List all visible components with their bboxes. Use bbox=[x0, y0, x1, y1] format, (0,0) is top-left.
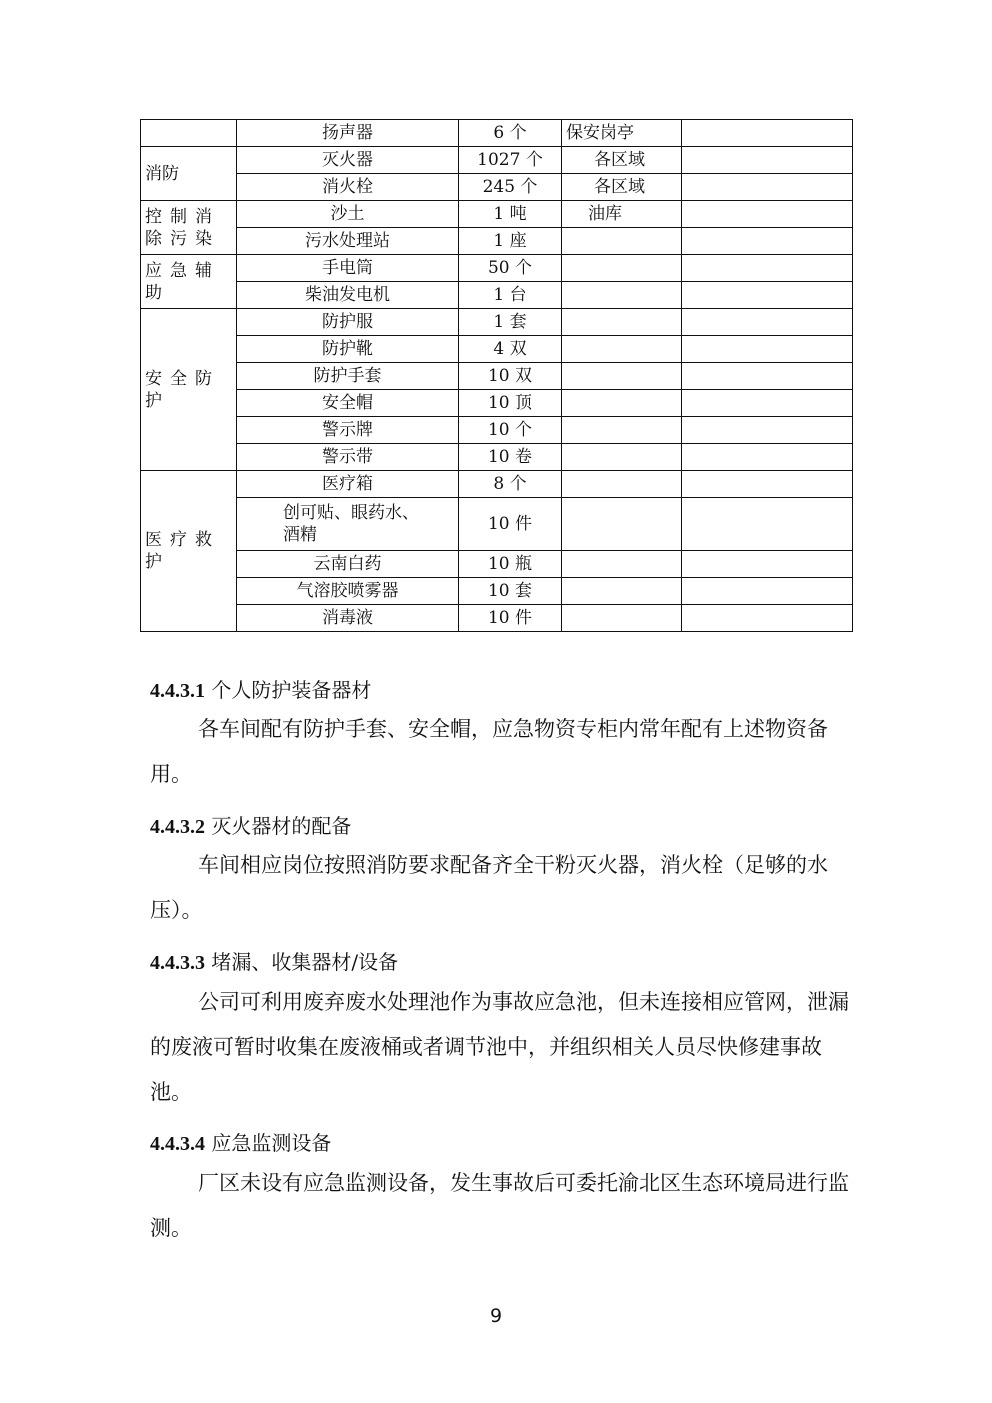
section-title: 堵漏、收集器材/设备 bbox=[211, 950, 399, 974]
item-location bbox=[562, 255, 682, 282]
paragraph-text: 厂区未设有应急监测设备，发生事故后可委托渝北区生态环境局进行监测。 bbox=[150, 1171, 849, 1240]
item-name: 警示牌 bbox=[237, 417, 459, 444]
item-location: 各区域 bbox=[562, 174, 682, 201]
item-quantity: 10 瓶 bbox=[459, 551, 562, 578]
category-cell: 安全防护 bbox=[141, 309, 237, 471]
table-row bbox=[141, 228, 853, 255]
item-note bbox=[682, 471, 853, 498]
table-row bbox=[141, 201, 853, 228]
table-row bbox=[141, 578, 853, 605]
category-cell: 应急辅助 bbox=[141, 255, 237, 309]
table-row bbox=[141, 417, 853, 444]
item-name: 扬声器 bbox=[237, 120, 459, 147]
item-name: 安全帽 bbox=[237, 390, 459, 417]
item-quantity: 1 吨 bbox=[459, 201, 562, 228]
item-quantity: 4 双 bbox=[459, 336, 562, 363]
item-quantity: 50 个 bbox=[459, 255, 562, 282]
item-quantity: 10 件 bbox=[459, 605, 562, 632]
item-note bbox=[682, 390, 853, 417]
item-quantity: 1 台 bbox=[459, 282, 562, 309]
table-row bbox=[141, 255, 853, 282]
item-name: 手电筒 bbox=[237, 255, 459, 282]
category-cell bbox=[141, 120, 237, 147]
item-location bbox=[562, 551, 682, 578]
item-quantity: 10 套 bbox=[459, 578, 562, 605]
item-note bbox=[682, 309, 853, 336]
table-row bbox=[141, 605, 853, 632]
item-name: 防护服 bbox=[237, 309, 459, 336]
category-cell: 控制消除污染 bbox=[141, 201, 237, 255]
table-row bbox=[141, 551, 853, 578]
table-row bbox=[141, 282, 853, 309]
item-location bbox=[562, 578, 682, 605]
item-location bbox=[562, 471, 682, 498]
item-name: 云南白药 bbox=[237, 551, 459, 578]
item-location bbox=[562, 309, 682, 336]
item-note bbox=[682, 174, 853, 201]
item-location bbox=[562, 444, 682, 471]
emergency-supplies-table bbox=[140, 119, 853, 632]
item-location bbox=[562, 390, 682, 417]
item-name: 医疗箱 bbox=[237, 471, 459, 498]
item-location: 保安岗亭 bbox=[562, 120, 682, 147]
section-heading-4-4-3-4 bbox=[150, 1127, 331, 1156]
item-name: 消火栓 bbox=[237, 174, 459, 201]
item-name: 消毒液 bbox=[237, 605, 459, 632]
item-location bbox=[562, 228, 682, 255]
item-note bbox=[682, 336, 853, 363]
item-name: 警示带 bbox=[237, 444, 459, 471]
section-body bbox=[150, 1161, 850, 1251]
item-location: 各区域 bbox=[562, 147, 682, 174]
section-body bbox=[150, 980, 850, 1115]
section-number: 4.4.3.2 bbox=[150, 816, 205, 838]
item-location bbox=[562, 605, 682, 632]
item-quantity: 8 个 bbox=[459, 471, 562, 498]
item-note bbox=[682, 282, 853, 309]
section-body bbox=[150, 707, 850, 797]
item-note bbox=[682, 255, 853, 282]
section-heading-4-4-3-3 bbox=[150, 946, 398, 975]
item-note bbox=[682, 498, 853, 551]
table-row bbox=[141, 471, 853, 498]
item-quantity: 10 卷 bbox=[459, 444, 562, 471]
section-heading-4-4-3-2 bbox=[150, 810, 351, 839]
table-row bbox=[141, 174, 853, 201]
section-number: 4.4.3.4 bbox=[150, 1133, 205, 1155]
table-row bbox=[141, 147, 853, 174]
category-cell: 消防 bbox=[141, 147, 237, 201]
item-location bbox=[562, 282, 682, 309]
item-name: 防护手套 bbox=[237, 363, 459, 390]
item-name: 灭火器 bbox=[237, 147, 459, 174]
section-title: 个人防护装备器材 bbox=[211, 678, 372, 702]
item-quantity: 1027 个 bbox=[459, 147, 562, 174]
paragraph-text: 各车间配有防护手套、安全帽，应急物资专柜内常年配有上述物资备用。 bbox=[150, 717, 828, 786]
item-note bbox=[682, 363, 853, 390]
item-location bbox=[562, 417, 682, 444]
item-note bbox=[682, 417, 853, 444]
item-note bbox=[682, 201, 853, 228]
item-location: 油库 bbox=[562, 201, 682, 228]
item-location bbox=[562, 336, 682, 363]
item-name: 创可贴、眼药水、酒精 bbox=[237, 498, 459, 551]
item-quantity: 1 座 bbox=[459, 228, 562, 255]
item-note bbox=[682, 578, 853, 605]
item-note bbox=[682, 605, 853, 632]
item-quantity: 1 套 bbox=[459, 309, 562, 336]
item-name: 柴油发电机 bbox=[237, 282, 459, 309]
paragraph-text: 公司可利用废弃废水处理池作为事故应急池，但未连接相应管网，泄漏的废液可暂时收集在废液桶或者调节池中，并组织相关人员尽快修建事故池。 bbox=[150, 990, 849, 1104]
page-number: 9 bbox=[489, 1305, 503, 1327]
item-note bbox=[682, 551, 853, 578]
table-row bbox=[141, 444, 853, 471]
paragraph-text: 车间相应岗位按照消防要求配备齐全干粉灭火器，消火栓（足够的水压）。 bbox=[150, 853, 828, 922]
item-quantity: 10 双 bbox=[459, 363, 562, 390]
item-location bbox=[562, 498, 682, 551]
item-quantity: 6 个 bbox=[459, 120, 562, 147]
table-row bbox=[141, 363, 853, 390]
item-quantity: 10 件 bbox=[459, 498, 562, 551]
section-title: 灭火器材的配备 bbox=[211, 814, 352, 838]
table-row bbox=[141, 120, 853, 147]
item-name: 污水处理站 bbox=[237, 228, 459, 255]
table-row bbox=[141, 309, 853, 336]
item-name: 沙土 bbox=[237, 201, 459, 228]
category-cell: 医疗救护 bbox=[141, 471, 237, 632]
item-name: 气溶胶喷雾器 bbox=[237, 578, 459, 605]
item-note bbox=[682, 120, 853, 147]
item-note bbox=[682, 228, 853, 255]
item-quantity: 10 个 bbox=[459, 417, 562, 444]
item-name: 防护靴 bbox=[237, 336, 459, 363]
section-body bbox=[150, 843, 850, 933]
item-location bbox=[562, 363, 682, 390]
section-title: 应急监测设备 bbox=[211, 1131, 332, 1155]
table-row bbox=[141, 336, 853, 363]
section-heading-4-4-3-1 bbox=[150, 674, 371, 703]
item-note bbox=[682, 444, 853, 471]
table-row bbox=[141, 390, 853, 417]
table-row bbox=[141, 498, 853, 551]
item-quantity: 245 个 bbox=[459, 174, 562, 201]
item-quantity: 10 顶 bbox=[459, 390, 562, 417]
section-number: 4.4.3.1 bbox=[150, 680, 205, 702]
item-note bbox=[682, 147, 853, 174]
section-number: 4.4.3.3 bbox=[150, 952, 205, 974]
